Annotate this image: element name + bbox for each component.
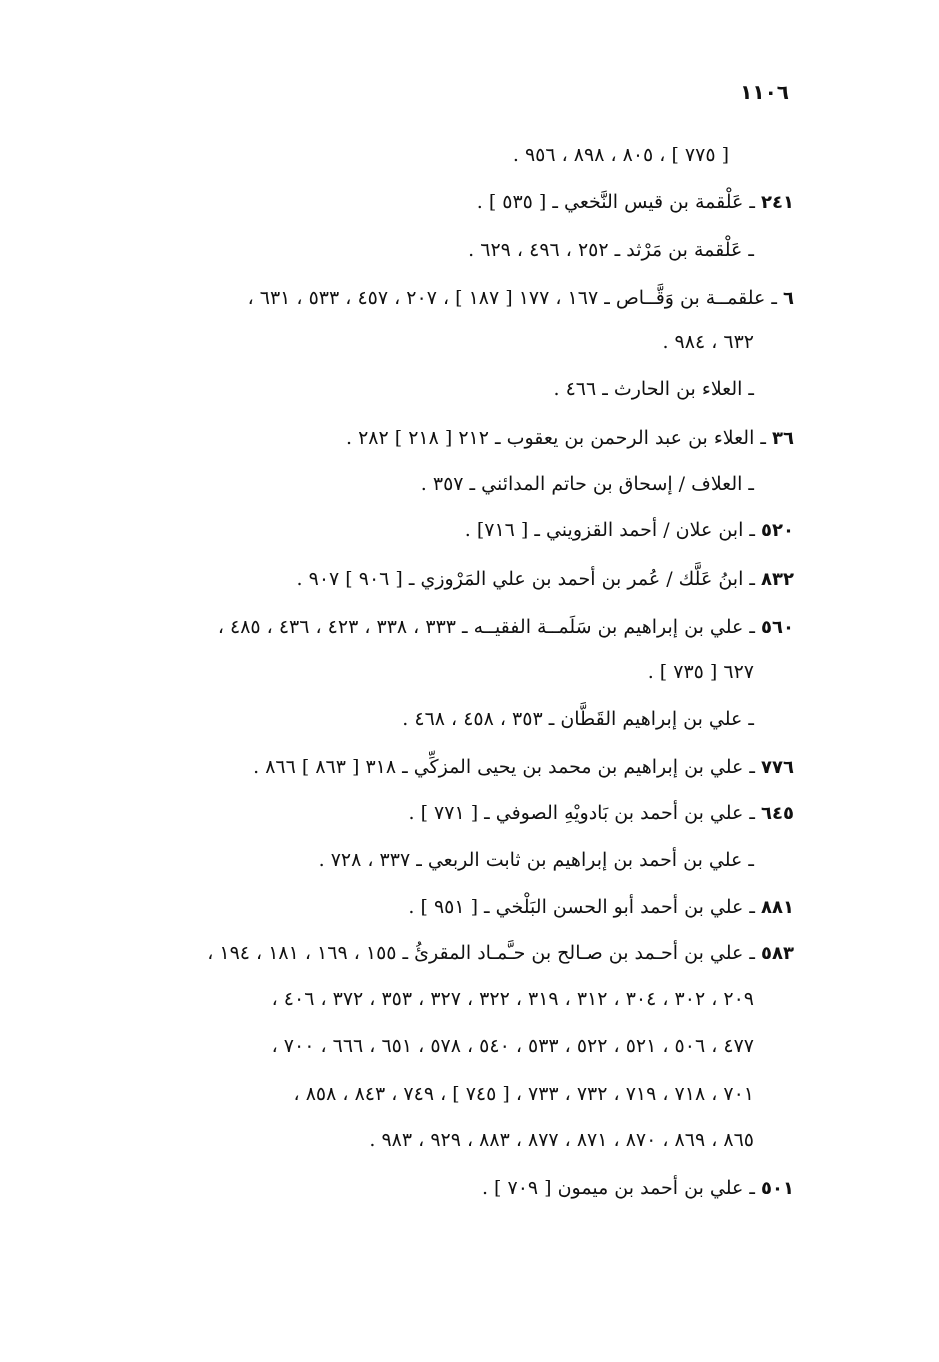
- entry-number: ٥٢٠: [761, 520, 794, 541]
- index-entry: [297, 564, 794, 594]
- index-entry: [554, 374, 755, 404]
- entry-text: ـ علي بن إبراهيم بن سَلَمــة الفقيــه ـ ٣٣٣ ، ٣٣٨ ، ٤٢٣ ، ٤٣٦ ، ٤٨٥ ،: [217, 616, 755, 638]
- entry-number: ٨٣٢: [761, 569, 794, 590]
- line-text: ٦٢٧ [ ٧٣٥ ] .: [647, 661, 754, 683]
- index-line: [272, 984, 754, 1014]
- index-line: [272, 1031, 754, 1061]
- entry-text: ـ عَلْقمة بن مَرْثد ـ ٢٥٢ ، ٤٩٦ ، ٦٢٩ .: [468, 239, 754, 261]
- line-text: ٢٠٩ ، ٣٠٢ ، ٣٠٤ ، ٣١٢ ، ٣١٩ ، ٣٢٢ ، ٣٢٧ ، ٣٥٣ ، ٣٧٢ ، ٤٠٦ ،: [271, 988, 754, 1010]
- entry-text: ـ العلاف / إسحاق بن حاتم المدائني ـ ٣٥٧ .: [420, 473, 754, 495]
- entry-text: ـ علي بن أحمد بن ميمون [ ٧٠٩ ] .: [481, 1177, 755, 1199]
- entry-text: ـ ابنُ عَلَّك / عُمر بن أحمد بن علي المَرْوزي ـ [ ٩٠٦ ] ٩٠٧ .: [296, 568, 755, 590]
- entry-number: ٣٦: [772, 428, 794, 449]
- entry-number: ٦٤٥: [761, 803, 794, 824]
- index-entry: [319, 845, 754, 875]
- entry-text: ـ ابن علان / أحمد القزويني ـ [ ٧١٦] .: [464, 519, 755, 541]
- entry-number: ٥٦٠: [761, 617, 794, 638]
- index-line: [369, 1125, 754, 1155]
- entry-number: ٨٨١: [761, 897, 794, 918]
- entry-number: ٢٤١: [761, 192, 794, 213]
- entry-number: ٧٧٦: [761, 757, 794, 778]
- page-number: ١١٠٦: [740, 80, 789, 104]
- entry-number: ٥٨٣: [761, 943, 794, 964]
- entry-text: ـ علي بن أحمد بن بَادويْهِ الصوفي ـ [ ٧٧١ ] .: [408, 802, 755, 824]
- index-entry: [477, 187, 794, 217]
- index-entry: [409, 798, 795, 828]
- line-text: ٨٦٥ ، ٨٦٩ ، ٨٧٠ ، ٨٧١ ، ٨٧٧ ، ٨٨٣ ، ٩٢٩ ، ٩٨٣ .: [369, 1129, 754, 1151]
- index-entry: [482, 1173, 794, 1203]
- entry-text: ـ عَلْقمة بن قيس النَّخعي ـ [ ٥٣٥ ] .: [476, 191, 755, 213]
- entry-text: ـ علي بن إبراهيم بن محمد بن يحيى المزكِّي ـ ٣١٨ [ ٨٦٣ ] ٨٦٦ .: [253, 756, 755, 778]
- entry-text: ـ علي بن أحمد أبو الحسن البَلْخي ـ [ ٩٥١ ] .: [408, 896, 755, 918]
- entry-number: ٥٠١: [761, 1178, 794, 1199]
- entry-text: ـ علي بن إبراهيم القَطَّان ـ ٣٥٣ ، ٤٥٨ ، ٤٦٨ .: [402, 708, 754, 730]
- entry-text: ـ علي بن أحـمد بن صـالح بن حـَّمـاد المقرئُ ـ ١٥٥ ، ١٦٩ ، ١٨١ ، ١٩٤ ،: [207, 942, 755, 964]
- index-entry: [465, 515, 794, 545]
- entry-text: ـ علقمــة بن وَقَّــاص ـ ١٦٧ ، ١٧٧ [ ١٨٧ ] ، ٢٠٧ ، ٤٥٧ ، ٥٣٣ ، ٦٣١ ،: [247, 287, 777, 309]
- index-line: [294, 1079, 754, 1109]
- index-entry: [346, 423, 794, 453]
- index-entry: [468, 235, 754, 265]
- index-line: [662, 327, 754, 357]
- entry-text: ـ العلاء بن عبد الرحمن بن يعقوب ـ ٢١٢ [ ٢١٨ ] ٢٨٢ .: [345, 427, 766, 449]
- index-entry: [218, 612, 794, 642]
- entry-text: ـ علي بن أحمد بن إبراهيم بن ثابت الربعي ـ ٣٣٧ ، ٧٢٨ .: [318, 849, 754, 871]
- line-text: ٤٧٧ ، ٥٠٦ ، ٥٢١ ، ٥٢٢ ، ٥٣٣ ، ٥٤٠ ، ٥٧٨ ، ٦٥١ ، ٦٦٦ ، ٧٠٠ ،: [271, 1035, 754, 1057]
- index-entry: [408, 892, 794, 922]
- index-entry: [402, 704, 754, 734]
- line-text: ٧٠١ ، ٧١٨ ، ٧١٩ ، ٧٣٢ ، ٧٣٣ ، [ ٧٤٥ ] ، ٧٤٩ ، ٨٤٣ ، ٨٥٨ ،: [293, 1083, 754, 1105]
- entry-text: ـ العلاء بن الحارث ـ ٤٦٦ .: [553, 378, 754, 400]
- index-entry: [207, 938, 794, 968]
- line-text: [ ٧٧٥ ] ، ٨٠٥ ، ٨٩٨ ، ٩٥٦ .: [512, 144, 729, 166]
- index-entry: [253, 752, 794, 782]
- index-line: [513, 140, 729, 170]
- entry-number: ٦: [783, 288, 794, 309]
- index-entry: [248, 283, 794, 313]
- line-text: ٦٣٢ ، ٩٨٤ .: [662, 331, 754, 353]
- index-entry: [421, 469, 754, 499]
- index-line: [648, 657, 754, 687]
